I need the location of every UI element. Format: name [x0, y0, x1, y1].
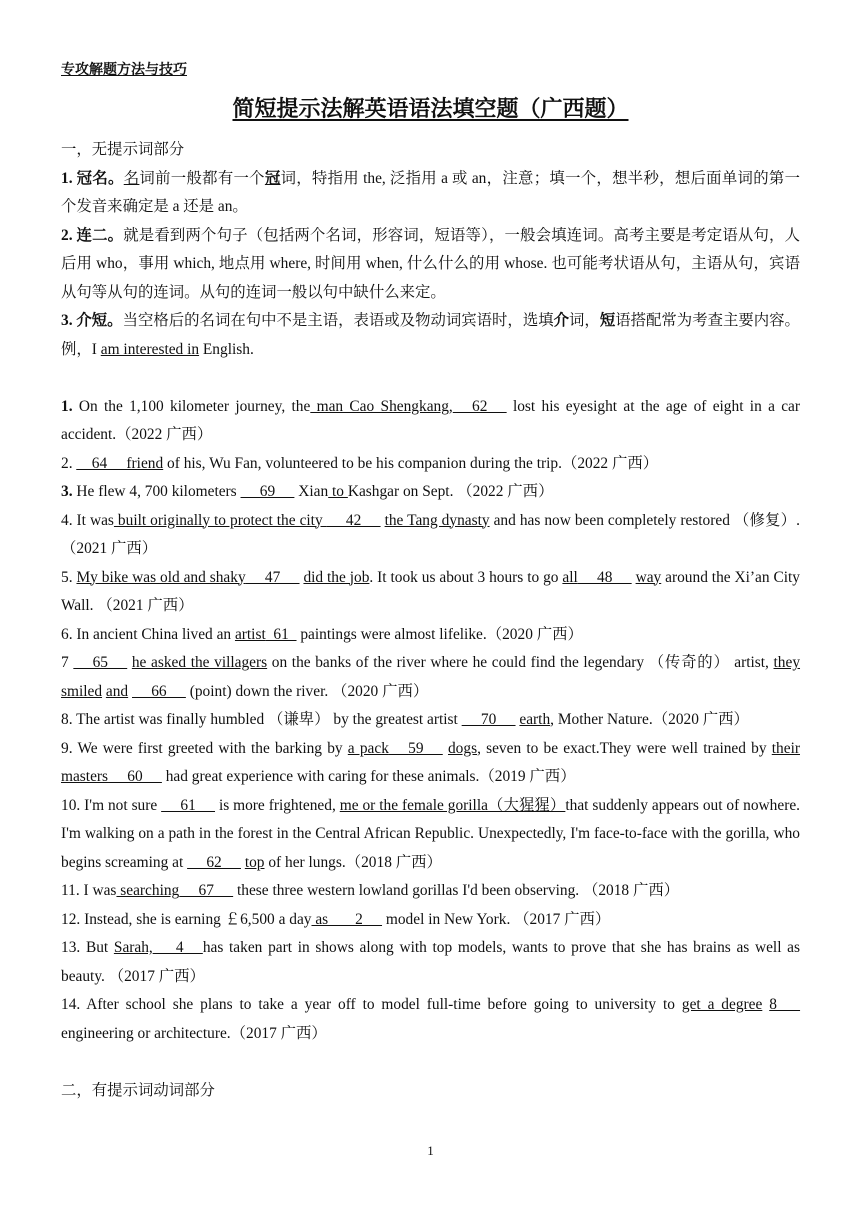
- question-text: is more frightened,: [215, 796, 340, 814]
- question-text: He flew 4, 700 kilometers: [72, 483, 241, 500]
- question-underlined: built originally to protect the city: [113, 511, 327, 529]
- question-underlined: man Cao Shengkang,: [310, 397, 453, 415]
- answer-blank[interactable]: 61: [265, 625, 297, 643]
- question-text: (point) down the river. （2020 广西）: [185, 682, 429, 700]
- header-label: 专攻解题方法与技巧: [61, 63, 187, 78]
- question-underlined: top: [244, 853, 265, 871]
- question-10: [61, 792, 800, 878]
- question-5: [61, 564, 800, 621]
- question-text: 4. It was: [61, 511, 114, 529]
- rule-keyword: 短: [599, 312, 616, 329]
- question-text: 13. But: [61, 939, 114, 956]
- question-1: [61, 393, 800, 450]
- rule-text: 词，: [569, 312, 600, 329]
- question-text: 7: [61, 654, 74, 671]
- question-underlined: My bike was old and shaky: [76, 568, 246, 586]
- answer-blank[interactable]: __42__: [326, 511, 381, 529]
- question-text: , Mother Nature.（2020 广西）: [550, 711, 749, 728]
- answer-blank[interactable]: __47__: [245, 568, 300, 586]
- question-text: 11. I was: [61, 882, 117, 899]
- rule-3: [61, 307, 800, 364]
- question-text: has taken part in shows along with top models, wants to prove that she has brains as well as beauty. （2017 广西）: [61, 939, 801, 985]
- question-underlined: did the job: [303, 568, 370, 586]
- question-8: [61, 706, 800, 735]
- question-12: [61, 906, 800, 935]
- question-text: of her lungs.（2018 广西）: [264, 853, 442, 871]
- rule-label: 2. 连二。: [61, 226, 124, 244]
- question-underlined: and: [105, 682, 129, 700]
- answer-blank[interactable]: __60__: [108, 768, 162, 785]
- question-3: [61, 478, 800, 507]
- rule-text: 就是看到两个句子（包括两个名词，形容词，短语等），一般会填连词。高考主要是考定语从句，人后用 who，事用 which, 地点用 where, 时间用 when, 什么什么的用 whose. 也可能考状语从句，主语从句，宾语从句等从句的连词。从句的连词一般以句中缺什么来定。: [61, 226, 800, 301]
- question-text: On the 1,100 kilometer journey, the: [72, 397, 311, 415]
- question-2: [61, 450, 800, 479]
- question-underlined: as: [311, 910, 332, 928]
- rule-text: English.: [199, 340, 254, 358]
- question-7: [61, 649, 800, 706]
- section-heading: 二，有提示词动词部分: [61, 1081, 215, 1099]
- question-text: on the banks of the river where he could find the legendary （传奇的） artist,: [267, 654, 774, 671]
- question-text: 6. In ancient China lived an: [61, 625, 235, 643]
- rule-1: [61, 165, 800, 222]
- question-text: paintings were almost lifelike.（2020 广西）: [296, 625, 583, 643]
- question-underlined: the Tang dynasty: [384, 511, 490, 529]
- question-13: [61, 934, 800, 991]
- question-underlined: they smiled: [61, 654, 801, 700]
- question-text: around the Xi’an City Wall. （2021 广西）: [61, 568, 800, 614]
- answer-blank[interactable]: __66__: [132, 682, 186, 700]
- rule-2: [61, 222, 800, 308]
- question-underlined: earth: [519, 711, 551, 728]
- title-text: 简短提示法解英语语法填空题（广西题）: [232, 96, 629, 121]
- spacer: [61, 1048, 800, 1077]
- question-underlined: all: [562, 568, 578, 586]
- document-body: [61, 136, 800, 1105]
- question-underlined: get a degree: [681, 996, 763, 1013]
- section-heading: 一，无提示词部分: [61, 141, 185, 158]
- rule-text: 当空格后的名词在句中不是主语，表语或及物动词宾语时，选填: [122, 312, 554, 329]
- question-underlined: to: [328, 483, 348, 500]
- spacer: [61, 364, 800, 393]
- rule-keyword: 名: [123, 169, 140, 187]
- question-underlined: searching: [116, 882, 180, 899]
- answer-blank[interactable]: __48__: [577, 568, 632, 586]
- question-text: 10. I'm not sure: [61, 796, 162, 814]
- question-underlined: he asked the villagers: [131, 654, 268, 671]
- rule-text: 词，特指用 the, 泛指用 a 或 an，注意；填一个，想半秒，想后面单词的第一个发音来确定是 a 还是 an。: [61, 169, 800, 215]
- question-text: and has now been completely restored （修复）.（2021 广西）: [61, 511, 800, 557]
- page-number: 1: [427, 1143, 434, 1158]
- question-text: , seven to be exact.They were well trained by: [477, 739, 772, 757]
- question-9: [61, 735, 800, 792]
- rule-keyword: 介: [553, 312, 570, 329]
- question-number: 2.: [61, 454, 73, 472]
- answer-blank[interactable]: __69__: [240, 483, 295, 500]
- question-underlined: Sarah,: [113, 939, 153, 956]
- question-underlined: artist: [234, 625, 266, 643]
- question-text: that suddenly appears out of nowhere. I'm walking on a path in the forest in the Central African Republic. Unexpectedly, I'm face-to-face with the gorilla, who begins screaming at: [61, 796, 801, 871]
- answer-blank[interactable]: __4__: [152, 939, 203, 956]
- question-text: 8. The artist was finally humbled （谦卑） by the greatest artist: [61, 711, 462, 728]
- question-text: 12. Instead, she is earning ￡6,500 a day: [61, 910, 312, 928]
- answer-blank[interactable]: __2__: [332, 910, 383, 928]
- question-number: 3.: [61, 483, 73, 500]
- question-6: [61, 621, 800, 650]
- question-text: . It took us about 3 hours to go: [369, 568, 563, 586]
- question-text: 14. After school she plans to take a year off to model full-time before going to university to: [61, 996, 682, 1013]
- answer-blank[interactable]: __62__: [187, 853, 241, 871]
- answer-blank[interactable]: __62__: [452, 397, 507, 415]
- question-4: [61, 507, 800, 564]
- answer-blank[interactable]: __70__: [461, 711, 516, 728]
- answer-blank[interactable]: __61__: [161, 796, 216, 814]
- rule-text: 词前一般都有一个: [139, 169, 265, 187]
- question-text: these three western lowland gorillas I'd been observing. （2018 广西）: [233, 882, 680, 899]
- page-title: [61, 92, 800, 123]
- question-text: 5.: [61, 568, 77, 586]
- question-number: 1.: [61, 397, 73, 415]
- answer-blank[interactable]: __59__: [388, 739, 443, 757]
- question-text: Kashgar on Sept. （2022 广西）: [347, 483, 554, 500]
- answer-blank[interactable]: __65__: [73, 654, 128, 671]
- rule-text: 语搭配常为考查主要内容。例，I: [61, 312, 800, 358]
- rule-label: 3. 介短。: [61, 312, 123, 329]
- rule-example: am interested in: [100, 340, 200, 358]
- question-underlined: way: [635, 568, 662, 586]
- question-underlined: dogs: [447, 739, 478, 757]
- question-text: Xian: [294, 483, 329, 500]
- answer-blank[interactable]: __67__: [179, 882, 234, 899]
- question-text: 9. We were first greeted with the barking by: [61, 739, 348, 757]
- answer-blank[interactable]: 8___: [769, 996, 800, 1013]
- question-text: model in New York. （2017 广西）: [382, 910, 611, 928]
- question-text: had great experience with caring for these animals.（2019 广西）: [161, 768, 576, 785]
- question-underlined: their masters: [61, 739, 800, 785]
- question-underlined: a pack: [347, 739, 389, 757]
- question-14: [61, 991, 800, 1048]
- rule-label: 1. 冠名。: [61, 169, 124, 187]
- question-11: [61, 877, 800, 906]
- question-text: lost his eyesight at the age of eight in a car accident.（2022 广西）: [61, 397, 800, 443]
- rule-keyword: 冠: [264, 169, 281, 187]
- question-underlined: me or the female gorilla（大猩猩）: [339, 796, 566, 814]
- answer-blank[interactable]: __64__ friend: [76, 454, 164, 472]
- question-text: of his, Wu Fan, volunteered to be his companion during the trip.（2022 广西）: [163, 454, 659, 472]
- question-text: engineering or architecture.（2017 广西）: [61, 1024, 327, 1042]
